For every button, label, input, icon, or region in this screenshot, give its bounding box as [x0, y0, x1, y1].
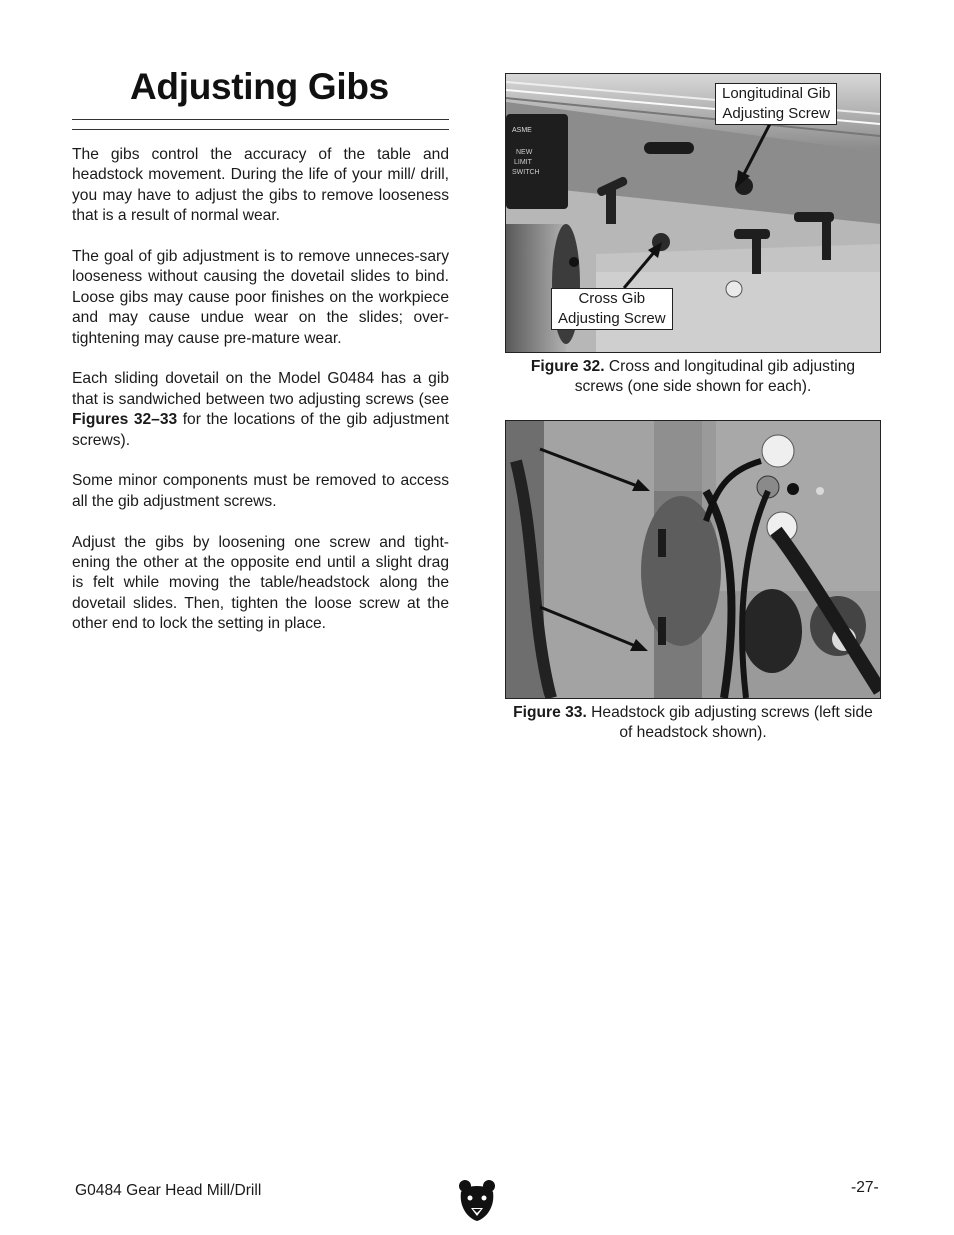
callout-longitudinal-gib-screw: Longitudinal Gib Adjusting Screw: [715, 83, 837, 125]
svg-text:SWITCH: SWITCH: [512, 169, 540, 176]
bear-head-icon: [457, 1178, 497, 1227]
paragraph-1: The gibs control the accuracy of the table and headstock movement. During the life of your mill/ drill, you may have to adjust the gibs to remove looseness that is a result of normal wear.: [72, 146, 449, 225]
svg-text:NEW: NEW: [516, 149, 533, 156]
figure-33-caption: Figure 33. Headstock gib adjusting screws (left side of headstock shown).: [513, 704, 873, 742]
paragraph-4: Some minor components must be removed to access all the gib adjustment screws.: [72, 472, 449, 510]
photo-label-asme: ASME: [512, 127, 532, 134]
paragraph-5: Adjust the gibs by loosening one screw and tight-ening the other at the opposite end until a slight drag is felt while moving the table/headstock along the dovetail slides. Then, tighten the loose screw at the other end to lock the setting in place.: [72, 533, 449, 633]
footer-page-number: -27-: [851, 1179, 879, 1196]
page-title: Adjusting Gibs: [130, 66, 389, 107]
figure-33-photo: [505, 420, 881, 699]
title-rule-bottom: [72, 129, 449, 130]
footer-manual-title: G0484 Gear Head Mill/Drill: [75, 1182, 262, 1199]
paragraph-3: Each sliding dovetail on the Model G0484 has a gib that is sandwiched between two adjusting screws (see Figures 32–33 for the locations of the gib adjustment screws).: [72, 370, 449, 449]
svg-text:LIMIT: LIMIT: [514, 159, 532, 166]
body-text: [72, 145, 449, 655]
title-rule-top: [72, 119, 449, 120]
figures-reference: Figures 32–33: [72, 411, 178, 429]
paragraph-2: The goal of gib adjustment is to remove unneces-sary looseness without causing the dovetail slides to bind. Loose gibs may cause poor finishes on the workpiece and may cause undue wear on the slides; over-tightening may cause pre-mature wear.: [72, 248, 449, 347]
figure-32-caption: Figure 32. Cross and longitudinal gib adjusting screws (one side shown for each).: [530, 358, 856, 396]
callout-cross-gib-screw: Cross Gib Adjusting Screw: [551, 288, 673, 330]
